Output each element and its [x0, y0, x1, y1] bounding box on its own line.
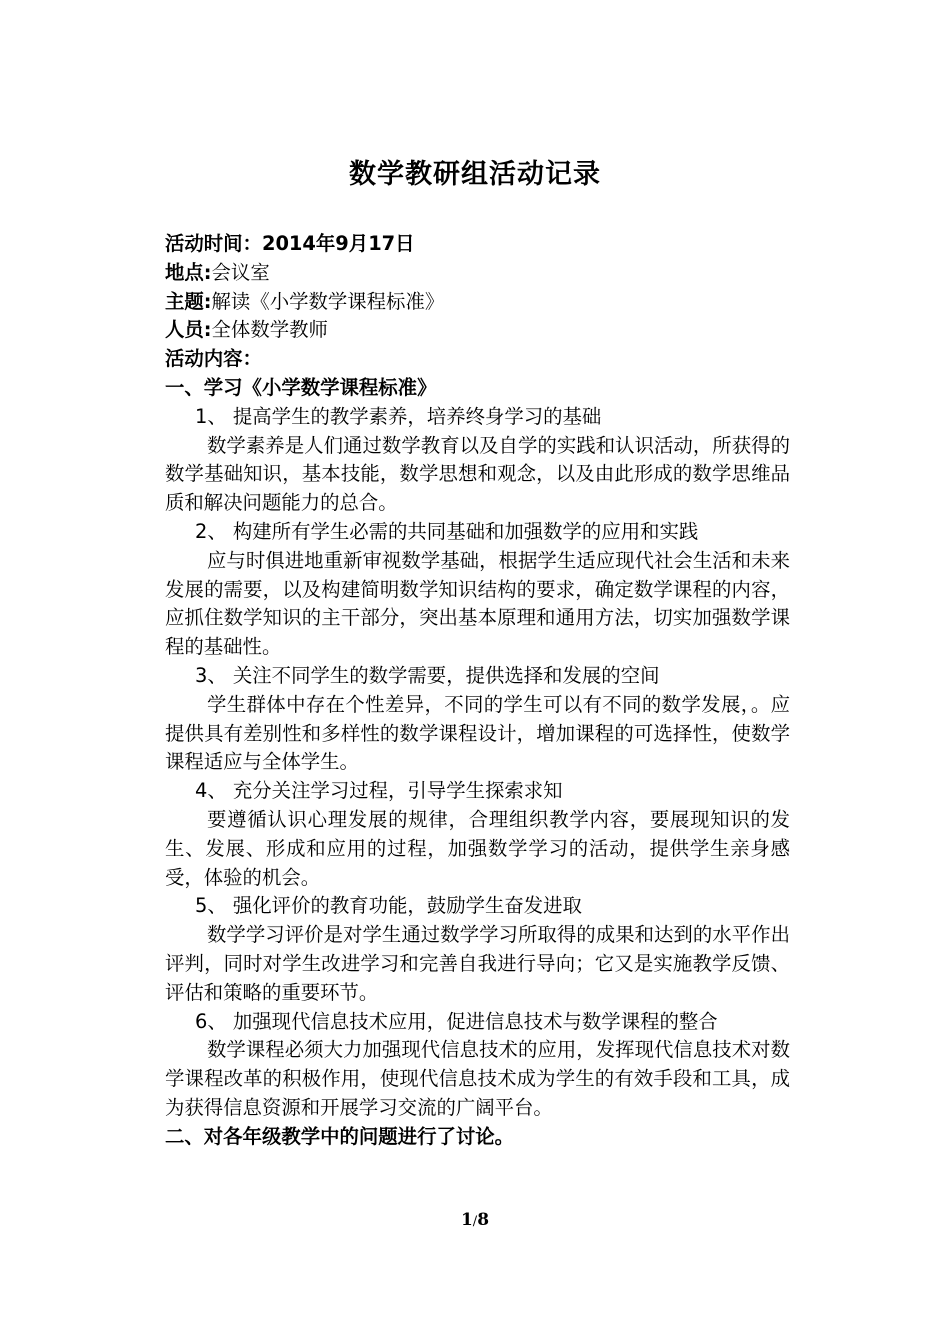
meta-time: [165, 230, 790, 259]
document-body: [165, 230, 790, 1152]
meta-place-value: 会议室: [211, 260, 270, 284]
meta-people-label: 人员:: [165, 318, 212, 342]
meta-people: [165, 316, 790, 345]
item-title-4: 4、 充分关注学习过程，引导学生探索求知: [195, 779, 563, 803]
item-text-6: 数学课程必须大力加强现代信息技术的应用，发挥现代信息技术对数学课程改革的积极作用，使现代信息技术成为学生的有效手段和工具，成为获得信息资源和开展学习交流的广阔平台。: [165, 1038, 790, 1119]
item-title-3: 3、 关注不同学生的数学需要，提供选择和发展的空间: [195, 663, 660, 687]
meta-topic-label: 主题:: [165, 289, 212, 313]
meta-people-value: 全体数学教师: [211, 318, 328, 342]
meta-place: [165, 259, 790, 288]
document-title: 数学教研组活动记录: [349, 159, 601, 190]
item-text-1: 数学素养是人们通过数学教育以及自学的实践和认识活动，所获得的数学基础知识，基本技能，数学思想和观念，以及由此形成的数学思维品质和解决问题能力的总合。: [165, 433, 790, 515]
item-title-5: 5、 强化评价的教育功能，鼓励学生奋发进取: [195, 894, 582, 918]
item-text-3: 学生群体中存在个性差异，不同的学生可以有不同的数学发展，。应提供具有差别性和多样性的数学课程设计，增加课程的可选择性，使数学课程适应与全体学生。: [165, 692, 790, 774]
item-text-4: 要遵循认识心理发展的规律，合理组织教学内容，要展现知识的发生、发展、形成和应用的过程，加强数学学习的活动，提供学生亲身感受，体验的机会。: [165, 807, 790, 889]
item-title-6: 6、 加强现代信息技术应用，促进信息技术与数学课程的整合: [195, 1009, 718, 1033]
meta-topic-value: 解读《小学数学课程标准》: [211, 289, 445, 313]
item-title-2: 2、 构建所有学生必需的共同基础和加强数学的应用和实践: [195, 519, 699, 543]
page-current: 1: [460, 1210, 473, 1230]
page-number: [0, 1210, 950, 1230]
meta-topic: [165, 288, 790, 317]
item-text-2: 应与时俱进地重新审视数学基础，根据学生适应现代社会生活和未来发展的需要，以及构建简明数学知识结构的要求，确定数学课程的内容，应抓住数学知识的主干部分，突出基本原理和通用方法，切实加强数学课程的基础性。: [165, 548, 790, 659]
meta-time-value: 2014年9月17日: [261, 232, 415, 255]
page-separator: /: [472, 1214, 478, 1229]
meta-content-label: 活动内容：: [165, 347, 262, 371]
page-total: 8: [477, 1210, 490, 1230]
item-title-1: 1、 提高学生的教学素养，培养终身学习的基础: [195, 404, 602, 428]
item-text-5: 数学学习评价是对学生通过数学学习所取得的成果和达到的水平作出评判，同时对学生改进学习和完善自我进行导向；它又是实施教学反馈、评估和策略的重要环节。: [165, 923, 790, 1004]
meta-time-label: 活动时间：: [165, 232, 262, 255]
section-heading-2: 二、对各年级教学中的问题进行了讨论。: [165, 1124, 515, 1148]
meta-place-label: 地点:: [165, 260, 212, 284]
section-heading-1: 一、学习《小学数学课程标准》: [165, 375, 437, 399]
